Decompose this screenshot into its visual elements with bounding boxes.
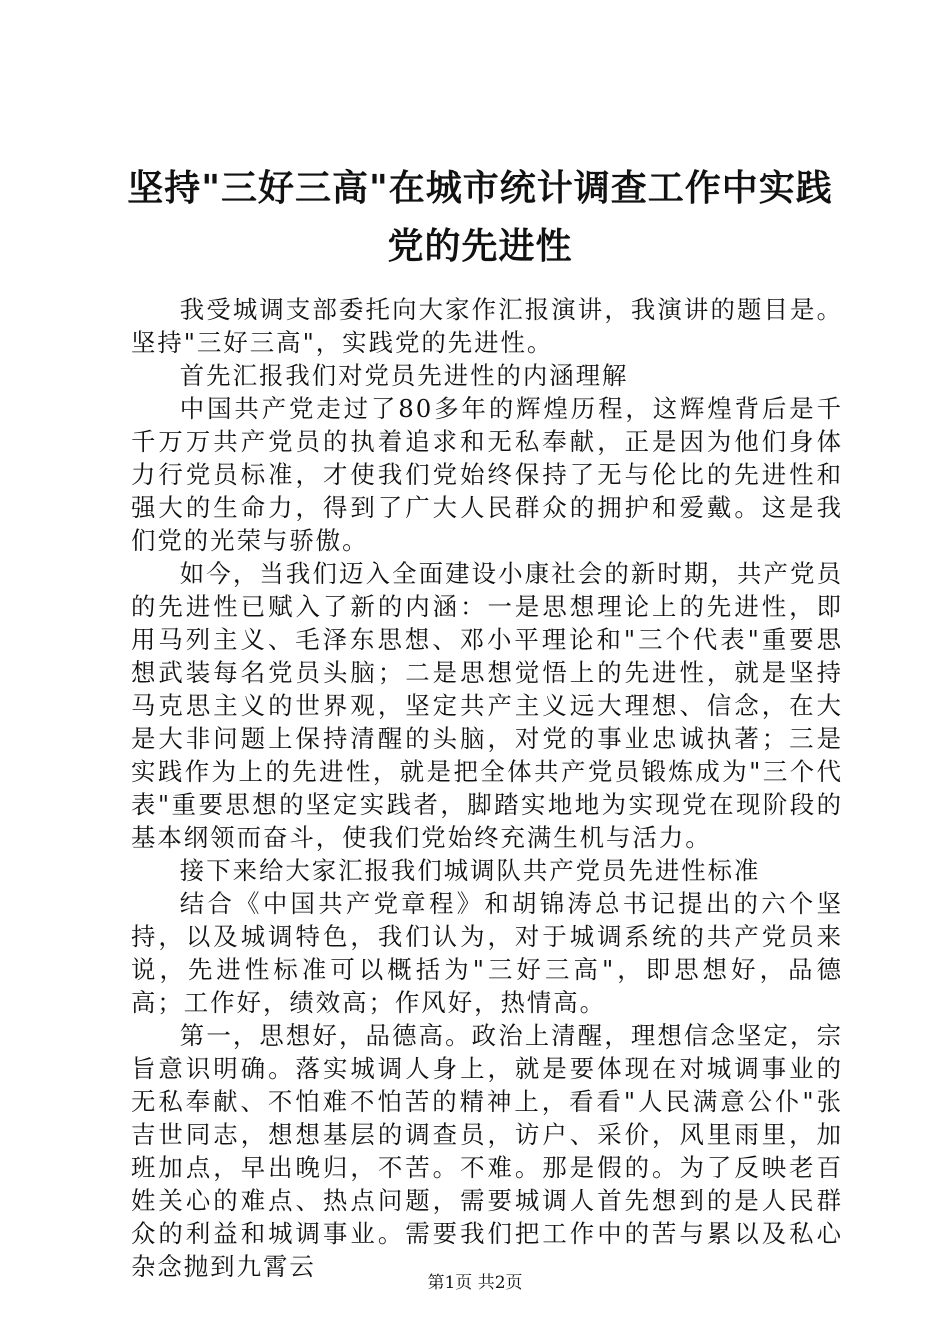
paragraph-section-heading-2: 接下来给大家汇报我们城调队共产党员先进性标准 (179, 856, 761, 885)
paragraph-history: 中国共产党走过了80多年的辉煌历程，这辉煌背后是千千万万共产党员的执着追求和无私奉献，正是因为他们身体力行党员标准，才使我们党始终保持了无与伦比的先进性和强大的生命力，得到了广大人民群众的拥护和爱戴。这是我们党的光荣与骄傲。 (131, 394, 843, 555)
paragraph-first-point: 第一，思想好，品德高。政治上清醒，理想信念坚定，宗旨意识明确。落实城调人身上，就是要体现在对城调事业的无私奉献、不怕难不怕苦的精神上，看看"人民满意公仆"张吉世同志，想想基层的调查员，访户、采价，风里雨里，加班加点，早出晚归，不苦。不难。那是假的。为了反映老百姓关心的难点、热点问题，需要城调人首先想到的是人民群众的利益和城调事业。需要我们把工作中的苦与累以及私心杂念抛到九霄云 (131, 1021, 843, 1281)
page-number-footer: 第1页 共2页 (427, 1273, 523, 1293)
document-title: 坚持"三好三高"在城市统计调查工作中实践党的先进性 (127, 168, 833, 267)
document-body (131, 293, 843, 1283)
paragraph-intro: 我受城调支部委托向大家作汇报演讲，我演讲的题目是。坚持"三好三高"，实践党的先进性。 (131, 295, 843, 357)
paragraph-new-connotation: 如今，当我们迈入全面建设小康社会的新时期，共产党员的先进性已赋入了新的内涵：一是思想理论上的先进性，即用马列主义、毛泽东思想、邓小平理论和"三个代表"重要思想武装每名党员头脑；二是思想觉悟上的先进性，就是坚持马克思主义的世界观，坚定共产主义远大理想、信念，在大是大非问题上保持清醒的头脑，对党的事业忠诚执著；三是实践作为上的先进性，就是把全体共产党员锻炼成为"三个代表"重要思想的坚定实践者，脚踏实地地为实现党在现阶段的基本纲领而奋斗，使我们党始终充满生机与活力。 (131, 559, 843, 852)
paragraph-section-heading-1: 首先汇报我们对党员先进性的内涵理解 (179, 361, 629, 390)
paragraph-standard: 结合《中国共产党章程》和胡锦涛总书记提出的六个坚持，以及城调特色，我们认为，对于城调系统的共产党员来说，先进性标准可以概括为"三好三高"，即思想好，品德高；工作好，绩效高；作风好，热情高。 (131, 889, 843, 1017)
